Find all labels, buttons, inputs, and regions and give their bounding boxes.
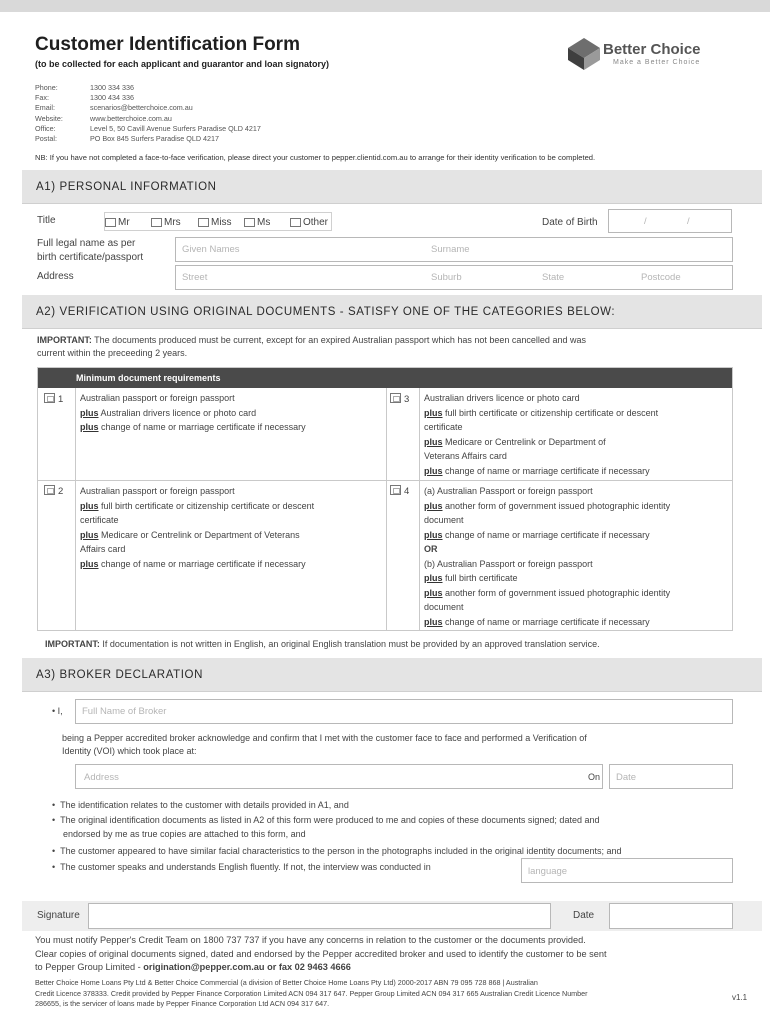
signature-date-input[interactable] [609,903,733,929]
title-option-mrs[interactable]: Mrs [151,217,181,228]
section-a1-title: A1) PERSONAL INFORMATION [36,181,217,193]
on-label: On [588,772,601,782]
nb-note: NB: If you have not completed a face-to-face verification, please direct your customer to pepper.clientid.com.au to arrange for their identity verification to be completed. [35,153,596,162]
logo-name: Better Choice [603,41,701,58]
contact-row: Email: scenarios@betterchoice.com.au [35,103,193,113]
contact-row: Fax: 1300 434 336 [35,93,134,103]
category-1-checkbox[interactable] [44,393,55,403]
footer-notice: You must notify Pepper's Credit Team on 1800 737 737 if you have any concerns in relation to the customer or the documents provided. Clear copies of original documents signed, dated and endorsed by the Pepper accredited broker and used to identify the customer to be sent to Pepper Group Limited - origination@pepper.com.au or fax 02 9463 4666 [35,935,607,972]
declaration-text: being a Pepper accredited broker acknowledge and confirm that I met with the customer face to face and performed a Verification of Identity (VOI) which took place at: [62,733,587,756]
category-2-checkbox[interactable] [44,485,55,495]
section-a3-header [22,658,762,692]
title-option-miss[interactable]: Miss [198,217,232,228]
title-option-mr[interactable]: Mr [105,217,130,228]
section-a3-title: A3) BROKER DECLARATION [36,669,203,681]
legal-disclaimer: Better Choice Home Loans Pty Ltd & Better Choice Commercial (a division of Better Choice Home Loans Pty Ltd) 2000-2017 ABN 79 095 728 868 | Australian Credit Licence 378333. Credit provided by Pepper Finance Corporation Limited ACN 094 317 647. Pepper Group Limited ACN 094 317 665 Australian Credit Licence Number 286655, is the servicer of loans made by Pepper Finance Corporation Ltd ACN 094 317 647. [35,978,588,1008]
logo-tagline: Make a Better Choice [613,59,701,66]
title-field-frame [104,212,332,231]
page-title: Customer Identification Form [35,34,300,55]
address-label: Address [37,271,74,282]
table-header: Minimum document requirements [38,368,732,388]
broker-name-input[interactable]: Full Name of Broker [75,699,733,724]
signature-date-label: Date [573,910,595,921]
category-3-checkbox[interactable] [390,393,401,403]
declaration-bullets: • The identification relates to the customer with details provided in A1, and • The original identification documents as listed in A2 of this form were produced to me and copies of these documents signed; dated and endorsed by me as true copies are attached to this form, and • The customer appeared to have similar facial characteristics to the person in the photographs included in the original identity documents; and • The customer speaks and understands English fluently. If not, the interview was conducted in [52,798,742,875]
contact-details [35,83,261,144]
signature-label: Signature [37,910,80,921]
title-option-ms[interactable]: Ms [244,217,270,228]
dob-input[interactable]: / / [608,209,732,233]
contact-row: Website: www.betterchoice.com.au [35,113,172,123]
list-item: • The customer speaks and understands English fluently. If not, the interview was conducted in [52,862,431,872]
category-2-requirements: Australian passport or foreign passport plus full birth certificate or citizenship certificate or descent certificate plus Medicare or Centrelink or Department of Veterans Affairs card plus change of name or marriage certificate if necessary [80,486,315,569]
category-4-checkbox[interactable] [390,485,401,495]
logo-mark-icon [566,36,602,72]
contact-email-fax: origination@pepper.com.au or fax 02 9463 4666 [143,962,351,972]
a2-important-note: IMPORTANT: The documents produced must be current, except for an expired Australian passport which has not been cancelled and was current within the preceeding 2 years. [37,335,586,358]
better-choice-logo [566,36,736,72]
title-label: Title [37,215,56,226]
contact-row: Phone: 1300 334 336 [35,83,134,92]
category-3-requirements: Australian drivers licence or photo card plus full birth certificate or citizenship certificate or descent certificate plus Medicare or Centrelink or Department of Veterans Affairs card plus change of name or marriage certificate if necessary [424,393,659,476]
voi-address-input[interactable]: Address [75,764,603,789]
version-label: v1.1 [732,993,748,1002]
signature-input[interactable] [88,903,551,929]
page-subtitle: (to be collected for each applicant and guarantor and loan signatory) [35,59,330,69]
dob-label: Date of Birth [542,217,598,228]
contact-row: Postal: PO Box 845 Surfers Paradise QLD 4217 [35,134,220,144]
list-item: • The original identification documents as listed in A2 of this form were produced to me and copies of these documents signed; dated and [52,814,600,825]
i-label: • I, [52,706,63,716]
voi-date-input[interactable]: Date [609,764,733,789]
document-requirements-table: Minimum document requirements 1 Australian passport or foreign passport plus Australian drivers licence or photo card plus change of name or marriage certificate if necessary 3 Australian drivers licence or photo card plus full birth certificate or citizenship certificate or descent certificate plus Medicare or Centrelink or Department of Veterans Affairs card plus change of name or marriage certificate if necessary 2 Australian passport or foreign passport plus full birth certificate or citizenship certificate or descent certificate plus Medicare or Centrelink or Department of Veterans Affairs card plus change of name or marriage certificate if necessary 4 (a) Australian Passport or foreign passport plus another form of government issued photographic identity document plus change of name or marriage certificate if necessary OR (b) Australian Passport or foreign passport plus full birth certificate plus another form of government issued photographic identity document plus change of name or marriage certificate if necessary [37,367,733,631]
section-a2-header [22,295,762,329]
contact-row: Office: Level 5, 50 Cavill Avenue Surfers Paradise QLD 4217 [35,123,261,133]
list-item: • The customer appeared to have similar facial characteristics to the person in the photographs included in the original identity documents; and [52,845,622,856]
list-item: • The identification relates to the customer with details provided in A1, and [52,800,349,810]
title-option-other[interactable]: Other [290,217,328,228]
address-input[interactable]: Street Suburb State Postcode [175,265,733,290]
language-input[interactable]: language [521,858,733,883]
section-a2-title: A2) VERIFICATION USING ORIGINAL DOCUMENTS - SATISFY ONE OF THE CATEGORIES BELOW: [36,306,616,318]
section-a1-header [22,170,762,204]
full-name-label: Full legal name as per birth certificate/passport [37,238,144,263]
category-1-requirements: Australian passport or foreign passport plus Australian drivers licence or photo card plus change of name or marriage certificate if necessary [80,393,306,432]
translation-note: IMPORTANT: If documentation is not written in English, an original English translation must be provided by an approved translation service. [45,639,600,649]
full-name-input[interactable]: Given Names Surname [175,237,733,262]
top-border [0,0,770,12]
category-4-requirements: (a) Australian Passport or foreign passport plus another form of government issued photographic identity document plus change of name or marriage certificate if necessary OR (b) Australian Passport or foreign passport plus full birth certificate plus another form of government issued photographic identity document plus change of name or marriage certificate if necessary [424,486,671,627]
